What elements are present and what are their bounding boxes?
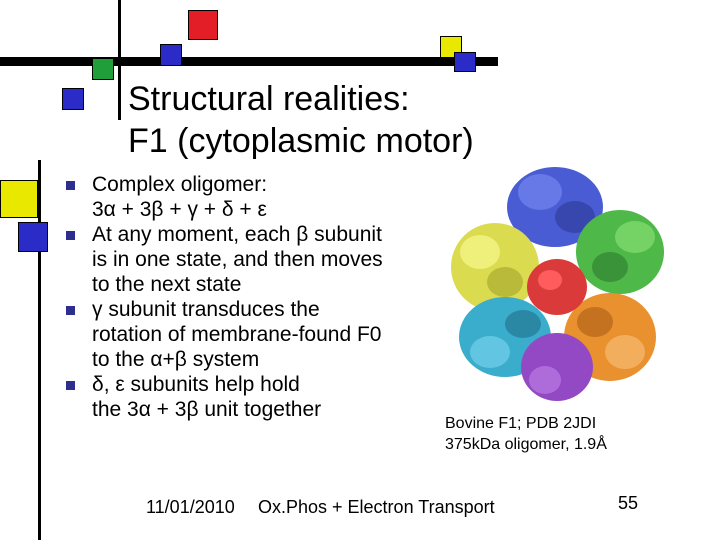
bullet-square-icon <box>66 181 75 190</box>
title-line: F1 (cytoplasmic motor) <box>128 122 474 160</box>
bullet-text: is in one state, and then moves <box>92 248 383 271</box>
decorative-yellow-square <box>0 180 38 218</box>
bullet-text: to the α+β system <box>92 348 260 371</box>
decorative-vertical-line <box>118 0 121 120</box>
bullet-text: rotation of membrane-found F0 <box>92 323 382 346</box>
bullet-square-icon <box>66 231 75 240</box>
caption-line: 375kDa oligomer, 1.9Å <box>445 436 607 453</box>
bullet-square-icon <box>66 306 75 315</box>
decorative-top-line <box>0 57 498 66</box>
slide-title <box>128 78 628 162</box>
bullet-text: Complex oligomer: <box>92 173 268 196</box>
decorative-blue-square <box>62 88 84 110</box>
decorative-red-square <box>188 10 218 40</box>
image-caption <box>445 413 695 455</box>
decorative-blue-square <box>160 44 182 66</box>
footer-date: 11/01/2010 <box>146 497 235 517</box>
title-line: Structural realities: <box>128 80 410 118</box>
decorative-blue-square <box>454 52 476 72</box>
footer-title: Ox.Phos + Electron Transport <box>258 497 495 517</box>
bullet-text: to the next state <box>92 273 242 296</box>
protein-structure-image <box>445 162 670 407</box>
bullet-text: γ subunit transduces the <box>92 298 320 321</box>
bullet-text: 3α + 3β + γ + δ + ε <box>92 198 267 221</box>
bullet-list <box>62 172 442 422</box>
bullet-item <box>62 297 442 372</box>
page-number: 55 <box>618 493 639 513</box>
decorative-green-square <box>92 58 114 80</box>
bullet-item <box>62 372 442 422</box>
bullet-text: δ, ε subunits help hold <box>92 373 300 396</box>
bullet-square-icon <box>66 381 75 390</box>
bullet-text: the 3α + 3β unit together <box>92 398 322 421</box>
decorative-blue-square <box>18 222 48 252</box>
decorative-left-line <box>38 160 41 540</box>
bullet-item <box>62 172 442 222</box>
bullet-item <box>62 222 442 297</box>
bullet-text: At any moment, each β subunit <box>92 223 382 246</box>
caption-line: Bovine F1; PDB 2JDI <box>445 415 597 432</box>
